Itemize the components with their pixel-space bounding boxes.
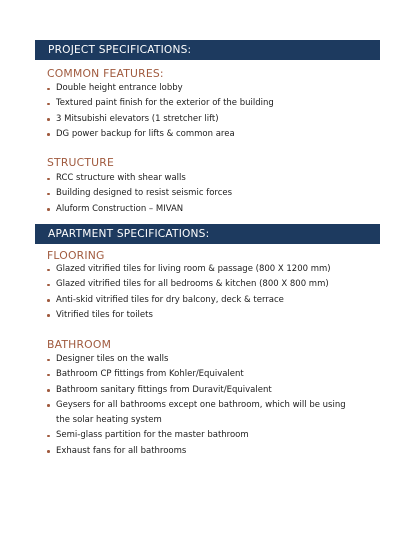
common-features-heading: COMMON FEATURES:: [47, 67, 164, 80]
list-item: Designer tiles on the walls: [47, 352, 387, 367]
list-item-line: Geysers for all bathrooms except one bathroom, which will be using: [56, 399, 346, 410]
structure-list: [47, 171, 387, 217]
list-item: Aluform Construction – MIVAN: [47, 202, 387, 217]
list-item-continuation: the solar heating system: [56, 415, 162, 426]
list-item: RCC structure with shear walls: [47, 171, 387, 186]
list-item: DG power backup for lifts & common area: [47, 127, 387, 142]
project-specifications-header: PROJECT SPECIFICATIONS:: [35, 40, 380, 60]
list-item: Semi-glass partition for the master bathroom: [47, 428, 387, 443]
bathroom-list: [47, 352, 387, 459]
apartment-specifications-header: APARTMENT SPECIFICATIONS:: [35, 224, 380, 244]
list-item: Textured paint finish for the exterior of the building: [47, 96, 387, 111]
structure-heading: STRUCTURE: [47, 156, 115, 169]
list-item: Anti-skid vitrified tiles for dry balcony, deck & terrace: [47, 293, 387, 308]
list-item: 3 Mitsubishi elevators (1 stretcher lift): [47, 112, 387, 127]
list-item: Exhaust fans for all bathrooms: [47, 444, 387, 459]
list-item: Glazed vitrified tiles for living room & passage (800 X 1200 mm): [47, 262, 387, 277]
list-item: Glazed vitrified tiles for all bedrooms & kitchen (800 X 800 mm): [47, 277, 387, 292]
bathroom-heading: BATHROOM: [47, 338, 112, 351]
list-item: Building designed to resist seismic forces: [47, 186, 387, 201]
list-item: Bathroom CP fittings from Kohler/Equivalent: [47, 367, 387, 382]
list-item: Double height entrance lobby: [47, 81, 387, 96]
common-features-list: [47, 81, 387, 142]
flooring-list: [47, 262, 387, 323]
list-item: [47, 398, 387, 429]
list-item: Vitrified tiles for toilets: [47, 308, 387, 323]
list-item: Bathroom sanitary fittings from Duravit/Equivalent: [47, 383, 387, 398]
flooring-heading: FLOORING: [47, 249, 105, 262]
